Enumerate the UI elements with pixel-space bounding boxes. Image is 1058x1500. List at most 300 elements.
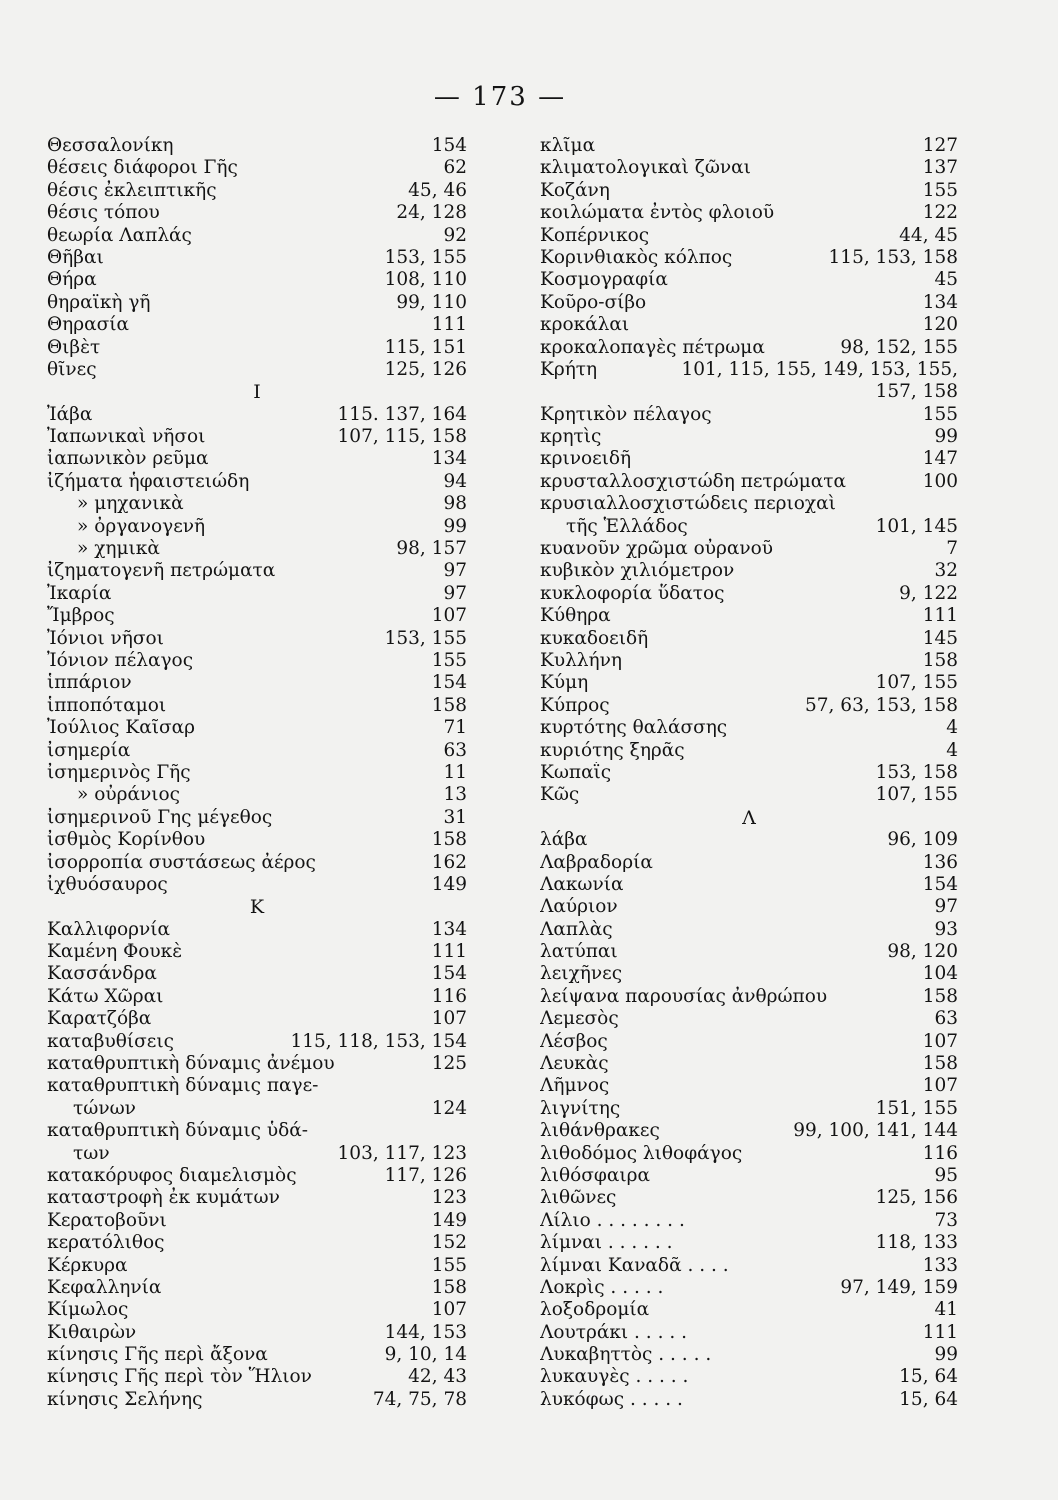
entry-pages: 153, 158 <box>875 761 958 783</box>
entry-pages: 111 <box>431 941 467 963</box>
entry-term: λίμναι . . . . . . <box>540 1232 673 1254</box>
entry-pages: 107, 155 <box>875 784 958 806</box>
index-entry <box>540 1008 958 1030</box>
entry-pages: 96, 109 <box>887 829 958 851</box>
index-entry <box>540 1210 958 1232</box>
entry-pages: 41 <box>934 1299 958 1321</box>
entry-term: λιθόσφαιρα <box>540 1164 650 1186</box>
entry-pages: 98 <box>443 493 467 515</box>
index-entry <box>47 337 467 359</box>
entry-term: των <box>73 1142 110 1164</box>
entry-pages: 155 <box>922 403 958 425</box>
entry-pages: 154 <box>431 135 467 156</box>
entry-pages: 107 <box>431 1008 467 1030</box>
index-entry <box>47 583 467 605</box>
index-entry <box>540 919 958 941</box>
entry-pages: 123 <box>431 1187 467 1209</box>
entry-pages: 13 <box>443 784 467 806</box>
entry-term: Κορινθιακὸς κόλπος <box>540 246 733 268</box>
index-entry <box>540 1165 958 1187</box>
index-entry <box>47 560 467 582</box>
entry-pages: 15, 64 <box>899 1366 958 1388</box>
entry-term: καταθρυπτικὴ δύναμις παγε- <box>47 1075 319 1097</box>
index-entry <box>540 180 958 202</box>
index-entry <box>540 538 958 560</box>
entry-term: Ἰκαρία <box>47 582 112 604</box>
entry-term: Λίλιο . . . . . . . . <box>540 1209 685 1231</box>
entry-pages: 100 <box>922 470 958 492</box>
index-entry <box>540 1098 958 1120</box>
entry-term: Καμένη Φουκὲ <box>47 941 183 963</box>
index-entry <box>47 292 467 314</box>
index-entry <box>540 1366 958 1388</box>
entry-pages: 137 <box>922 157 958 179</box>
page-number: — 173 — <box>433 82 567 112</box>
index-entry <box>540 963 958 985</box>
entry-pages: 157, 158 <box>875 381 958 403</box>
index-entry <box>540 359 958 381</box>
entry-pages: 99 <box>934 426 958 448</box>
index-entry <box>540 1255 958 1277</box>
entry-pages: 111 <box>922 605 958 627</box>
entry-term: θέσεις διάφοροι Γῆς <box>47 157 238 179</box>
index-entry <box>540 1120 958 1142</box>
index-entry <box>540 1232 958 1254</box>
entry-pages: 125, 126 <box>384 358 467 380</box>
index-entry <box>47 784 467 806</box>
entry-term: Λακωνία <box>540 873 624 895</box>
entry-pages: 103, 117, 123 <box>337 1142 467 1164</box>
entry-pages: 11 <box>443 761 467 783</box>
index-entry <box>540 1344 958 1366</box>
index-column-right <box>540 135 958 1411</box>
section-letter: Ι <box>253 381 261 404</box>
entry-term: Κιθαιρὼν <box>47 1321 137 1343</box>
index-entry <box>540 1053 958 1075</box>
entry-term: τώνων <box>73 1097 136 1119</box>
index-entry <box>47 1322 467 1344</box>
index-entry <box>540 135 958 157</box>
index-entry <box>47 941 467 963</box>
index-entry <box>47 829 467 851</box>
entry-pages: 94 <box>443 470 467 492</box>
index-entry <box>540 1075 958 1097</box>
index-entry <box>47 202 467 224</box>
entry-pages: 127 <box>922 135 958 156</box>
index-entry <box>540 404 958 426</box>
entry-term: λυκόφως . . . . . <box>540 1388 683 1410</box>
index-entry <box>47 538 467 560</box>
entry-pages: 99 <box>443 515 467 537</box>
entry-pages: 124 <box>431 1097 467 1119</box>
entry-term: Ἰάβα <box>47 403 93 425</box>
entry-term: κροκαλοπαγὲς πέτρωμα <box>540 336 765 358</box>
index-entry <box>540 784 958 806</box>
entry-term: κίνησις Σελήνης <box>47 1388 203 1410</box>
index-entry <box>47 225 467 247</box>
entry-term: κυριότης ξηρᾶς <box>540 739 685 761</box>
entry-pages: 63 <box>443 739 467 761</box>
index-entry <box>540 1143 958 1165</box>
entry-term: ἰσημερινὸς Γῆς <box>47 761 191 783</box>
index-entry <box>540 695 958 717</box>
entry-term: λυκαυγὲς . . . . . <box>540 1366 689 1388</box>
entry-pages: 99, 100, 141, 144 <box>793 1120 958 1142</box>
index-entry <box>47 1366 467 1388</box>
entry-term: κλῖμα <box>540 135 596 156</box>
entry-term: κυκαδοειδῆ <box>540 627 649 649</box>
index-entry <box>47 986 467 1008</box>
entry-term: ἱππάριον <box>47 672 132 694</box>
entry-term: Κοζάνη <box>540 179 610 201</box>
index-entry <box>47 762 467 784</box>
entry-term: λείψανα παρουσίας ἀνθρώπου <box>540 985 828 1007</box>
index-entry <box>47 852 467 874</box>
entry-term: Θήρα <box>47 269 97 291</box>
index-entry <box>540 1299 958 1321</box>
index-entry <box>540 1389 958 1411</box>
entry-term: θέσις ἐκλειπτικῆς <box>47 179 217 201</box>
entry-term: ἰχθυόσαυρος <box>47 873 168 895</box>
entry-term: κοιλώματα ἐντὸς φλοιοῦ <box>540 202 775 224</box>
index-entry <box>540 381 958 403</box>
entry-term: ἰζηματογενῆ πετρώματα <box>47 560 276 582</box>
entry-pages: 73 <box>934 1209 958 1231</box>
entry-term: λιγνίτης <box>540 1097 621 1119</box>
entry-pages: 31 <box>443 806 467 828</box>
index-entry <box>47 1299 467 1321</box>
entry-term: Λαβραδορία <box>540 851 653 873</box>
index-entry <box>540 247 958 269</box>
index-entry <box>540 762 958 784</box>
entry-term: Κρητικὸν πέλαγος <box>540 403 712 425</box>
entry-pages: 162 <box>431 851 467 873</box>
index-entry <box>540 941 958 963</box>
entry-term: Κρήτη <box>540 358 598 380</box>
index-entry <box>540 1187 958 1209</box>
entry-term: Κοπέρνικος <box>540 224 650 246</box>
entry-term: Κύθηρα <box>540 605 611 627</box>
entry-term: κατακόρυφος διαμελισμὸς <box>47 1164 297 1186</box>
entry-term: Ἰούλιος Καῖσαρ <box>47 717 195 739</box>
index-entry <box>47 807 467 829</box>
entry-pages: 9, 122 <box>899 582 958 604</box>
entry-term: κλιματολογικαὶ ζῶναι <box>540 157 751 179</box>
entry-pages: 154 <box>431 672 467 694</box>
entry-term: λιθάνθρακες <box>540 1120 660 1142</box>
entry-term: Λέσβος <box>540 1030 608 1052</box>
entry-term: ἰζήματα ἡφαιστειώδη <box>47 470 250 492</box>
entry-term: κίνησις Γῆς περὶ τὸν Ἥλιον <box>47 1366 312 1388</box>
entry-term: λειχῆνες <box>540 963 623 985</box>
entry-term: κυανοῦν χρῶμα οὐρανοῦ <box>540 538 774 560</box>
index-entry <box>47 1143 467 1165</box>
index-entry <box>47 493 467 515</box>
entry-term: καταθρυπτικὴ δύναμις ὑδά- <box>47 1120 308 1142</box>
entry-term: κίνησις Γῆς περὶ ἄξονα <box>47 1344 268 1366</box>
entry-pages: 152 <box>431 1232 467 1254</box>
entry-term: λάβα <box>540 829 588 851</box>
entry-pages: 107 <box>922 1030 958 1052</box>
entry-term: Ἰόνιον πέλαγος <box>47 649 194 671</box>
entry-pages: 116 <box>922 1142 958 1164</box>
index-entry <box>47 1031 467 1053</box>
index-entry <box>47 695 467 717</box>
entry-term: κροκάλαι <box>540 314 630 336</box>
index-entry <box>540 560 958 582</box>
index-entry <box>540 852 958 874</box>
entry-pages: 62 <box>443 157 467 179</box>
entry-pages: 158 <box>431 1276 467 1298</box>
section-letter: Λ <box>742 806 756 829</box>
index-entry <box>540 314 958 336</box>
entry-pages: 153, 155 <box>384 627 467 649</box>
entry-term: Κέρκυρα <box>47 1254 128 1276</box>
entry-pages: 57, 63, 153, 158 <box>805 694 958 716</box>
entry-pages: 111 <box>922 1321 958 1343</box>
entry-term: Κίμωλος <box>47 1299 129 1321</box>
index-entry <box>540 493 958 515</box>
entry-pages: 115, 118, 153, 154 <box>290 1030 467 1052</box>
entry-term: Κωπαΐς <box>540 761 612 783</box>
index-entry <box>47 180 467 202</box>
entry-pages <box>950 493 958 515</box>
index-entry <box>540 605 958 627</box>
index-entry <box>540 426 958 448</box>
index-entry <box>540 1322 958 1344</box>
index-entry <box>540 157 958 179</box>
entry-pages: 101, 115, 155, 149, 153, 155, <box>681 358 958 380</box>
index-entry <box>540 650 958 672</box>
entry-term: κρυσταλλοσχιστώδη πετρώματα <box>540 470 846 492</box>
entry-pages: 97 <box>934 896 958 918</box>
index-entry <box>540 471 958 493</box>
entry-pages: 155 <box>431 649 467 671</box>
entry-pages: 74, 75, 78 <box>372 1388 467 1410</box>
entry-term: ἰσημερία <box>47 739 131 761</box>
index-entry <box>47 247 467 269</box>
entry-pages: 158 <box>431 829 467 851</box>
entry-pages: 45 <box>934 269 958 291</box>
entry-term: κρινοειδῆ <box>540 448 632 470</box>
entry-pages: 107 <box>922 1075 958 1097</box>
index-entry <box>540 202 958 224</box>
entry-pages <box>459 1075 467 1097</box>
entry-term: Κάτω Χῶραι <box>47 985 164 1007</box>
entry-pages: 147 <box>922 448 958 470</box>
index-entry <box>47 963 467 985</box>
entry-term: Καλλιφορνία <box>47 918 170 940</box>
entry-term: ἰαπωνικὸν ρεῦμα <box>47 448 209 470</box>
entry-term: θεωρία Λαπλάς <box>47 224 192 246</box>
entry-pages: 9, 10, 14 <box>384 1344 467 1366</box>
entry-pages: 24, 128 <box>396 202 467 224</box>
entry-term: Ἴμβρος <box>47 605 115 627</box>
entry-term: καταθρυπτικὴ δύναμις ἀνέμου <box>47 1053 335 1075</box>
index-entry <box>47 448 467 470</box>
index-entry <box>540 516 958 538</box>
entry-term: Καρατζόβα <box>47 1008 152 1030</box>
entry-pages: 104 <box>922 963 958 985</box>
index-entry <box>47 314 467 336</box>
entry-term: λοξοδρομία <box>540 1299 650 1321</box>
entry-term: καταστροφὴ ἐκ κυμάτων <box>47 1187 280 1209</box>
index-entry <box>47 404 467 426</box>
entry-pages: 116 <box>431 985 467 1007</box>
index-entry <box>47 471 467 493</box>
section-letter: Κ <box>249 896 265 919</box>
entry-term: Κοῦρο-σίβο <box>540 291 647 313</box>
index-entry <box>47 1165 467 1187</box>
index-entry <box>540 717 958 739</box>
entry-pages: 115. 137, 164 <box>337 403 467 425</box>
entry-term: θηραϊκὴ γῆ <box>47 291 151 313</box>
entry-pages: 125, 156 <box>875 1187 958 1209</box>
entry-pages: 134 <box>922 291 958 313</box>
index-entry <box>540 896 958 918</box>
entry-pages: 4 <box>946 717 958 739</box>
index-entry <box>47 717 467 739</box>
entry-pages: 92 <box>443 224 467 246</box>
entry-pages: 4 <box>946 739 958 761</box>
index-entry <box>47 1255 467 1277</box>
index-entry <box>47 874 467 896</box>
entry-pages: 145 <box>922 627 958 649</box>
entry-pages: 107, 115, 158 <box>337 426 467 448</box>
entry-pages: 97, 149, 159 <box>840 1276 958 1298</box>
index-entry <box>540 672 958 694</box>
index-entry <box>47 1277 467 1299</box>
index-entry <box>47 516 467 538</box>
entry-term: Θηρασία <box>47 314 129 336</box>
entry-term: λιθῶνες <box>540 1187 617 1209</box>
entry-pages: 133 <box>922 1254 958 1276</box>
entry-pages: 136 <box>922 851 958 873</box>
index-entry <box>47 1232 467 1254</box>
entry-term: λίμναι Καναδᾶ . . . . <box>540 1254 729 1276</box>
entry-pages: 118, 133 <box>875 1232 958 1254</box>
index-entry <box>540 986 958 1008</box>
index-entry <box>540 583 958 605</box>
index-entry <box>47 1053 467 1075</box>
entry-pages: 158 <box>922 1053 958 1075</box>
entry-pages: 134 <box>431 448 467 470</box>
index-entry <box>540 269 958 291</box>
entry-pages: 155 <box>431 1254 467 1276</box>
entry-term: Κοσμογραφία <box>540 269 668 291</box>
index-entry <box>540 740 958 762</box>
index-entry <box>47 605 467 627</box>
entry-pages: 45, 46 <box>408 179 467 201</box>
entry-term: Κασσάνδρα <box>47 963 157 985</box>
entry-term: Κύμη <box>540 672 589 694</box>
entry-term: Ἰόνιοι νῆσοι <box>47 627 164 649</box>
index-entry <box>47 919 467 941</box>
entry-term: Λοκρὶς . . . . . <box>540 1276 664 1298</box>
entry-pages: 107, 155 <box>875 672 958 694</box>
index-entry <box>47 359 467 381</box>
entry-pages: 149 <box>431 1209 467 1231</box>
entry-pages: 95 <box>934 1164 958 1186</box>
entry-pages: 151, 155 <box>875 1097 958 1119</box>
entry-term: Κύπρος <box>540 694 610 716</box>
index-entry <box>47 1187 467 1209</box>
entry-pages: 107 <box>431 605 467 627</box>
entry-pages: 97 <box>443 582 467 604</box>
entry-pages: 154 <box>922 873 958 895</box>
entry-term: Λαπλὰς <box>540 918 613 940</box>
index-entry <box>47 1120 467 1142</box>
entry-term: κυβικὸν χιλιόμετρον <box>540 560 735 582</box>
entry-pages: 107 <box>431 1299 467 1321</box>
entry-term: Θεσσαλονίκη <box>47 135 174 156</box>
entry-pages: 115, 151 <box>384 336 467 358</box>
index-column-left <box>47 135 467 1411</box>
entry-pages: 120 <box>922 314 958 336</box>
entry-pages: 122 <box>922 202 958 224</box>
entry-term: Κεφαλληνία <box>47 1276 162 1298</box>
index-entry <box>47 1210 467 1232</box>
index-entry <box>47 1389 467 1411</box>
entry-pages: 155 <box>922 179 958 201</box>
index-entry <box>540 448 958 470</box>
entry-pages: 158 <box>922 985 958 1007</box>
entry-term: Λυκαβηττὸς . . . . . <box>540 1344 712 1366</box>
entry-term: τῆς Ἑλλάδος <box>566 515 688 537</box>
entry-pages: 63 <box>934 1008 958 1030</box>
entry-term: Κυλλήνη <box>540 649 622 671</box>
entry-pages: 42, 43 <box>408 1366 467 1388</box>
index-entry <box>47 740 467 762</box>
entry-pages: 149 <box>431 873 467 895</box>
index-entry <box>47 135 467 157</box>
index-entry <box>540 292 958 314</box>
entry-pages: 98, 157 <box>396 538 467 560</box>
entry-term: Κερατοβοῦνι <box>47 1209 167 1231</box>
index-entry <box>540 874 958 896</box>
index-entry <box>540 1031 958 1053</box>
entry-term: Θιβὲτ <box>47 336 101 358</box>
entry-term: κυκλοφορία ὕδατος <box>540 582 725 604</box>
entry-pages: 158 <box>431 694 467 716</box>
entry-pages: 44, 45 <box>899 224 958 246</box>
entry-pages: 153, 155 <box>384 246 467 268</box>
index-entry <box>47 650 467 672</box>
entry-pages: 144, 153 <box>384 1321 467 1343</box>
entry-term: ἱπποπόταμοι <box>47 694 167 716</box>
entry-pages: 99 <box>934 1344 958 1366</box>
entry-term: κρητὶς <box>540 426 602 448</box>
entry-term: θέσις τόπου <box>47 202 160 224</box>
entry-pages: 93 <box>934 918 958 940</box>
entry-pages: 101, 145 <box>875 515 958 537</box>
entry-pages: 32 <box>934 560 958 582</box>
entry-term: κερατόλιθος <box>47 1232 165 1254</box>
index-entry <box>540 628 958 650</box>
index-entry <box>540 337 958 359</box>
entry-term: κυρτότης θαλάσσης <box>540 717 728 739</box>
index-entry <box>540 225 958 247</box>
index-entry <box>47 1098 467 1120</box>
entry-pages: 115, 153, 158 <box>828 246 958 268</box>
entry-pages: 134 <box>431 918 467 940</box>
entry-term: » οὐράνιος <box>77 784 180 806</box>
entry-pages: 158 <box>922 649 958 671</box>
entry-term: » μηχανικὰ <box>77 493 184 515</box>
entry-pages: 98, 120 <box>887 941 958 963</box>
entry-pages <box>459 1120 467 1142</box>
entry-term: θῖνες <box>47 358 97 380</box>
